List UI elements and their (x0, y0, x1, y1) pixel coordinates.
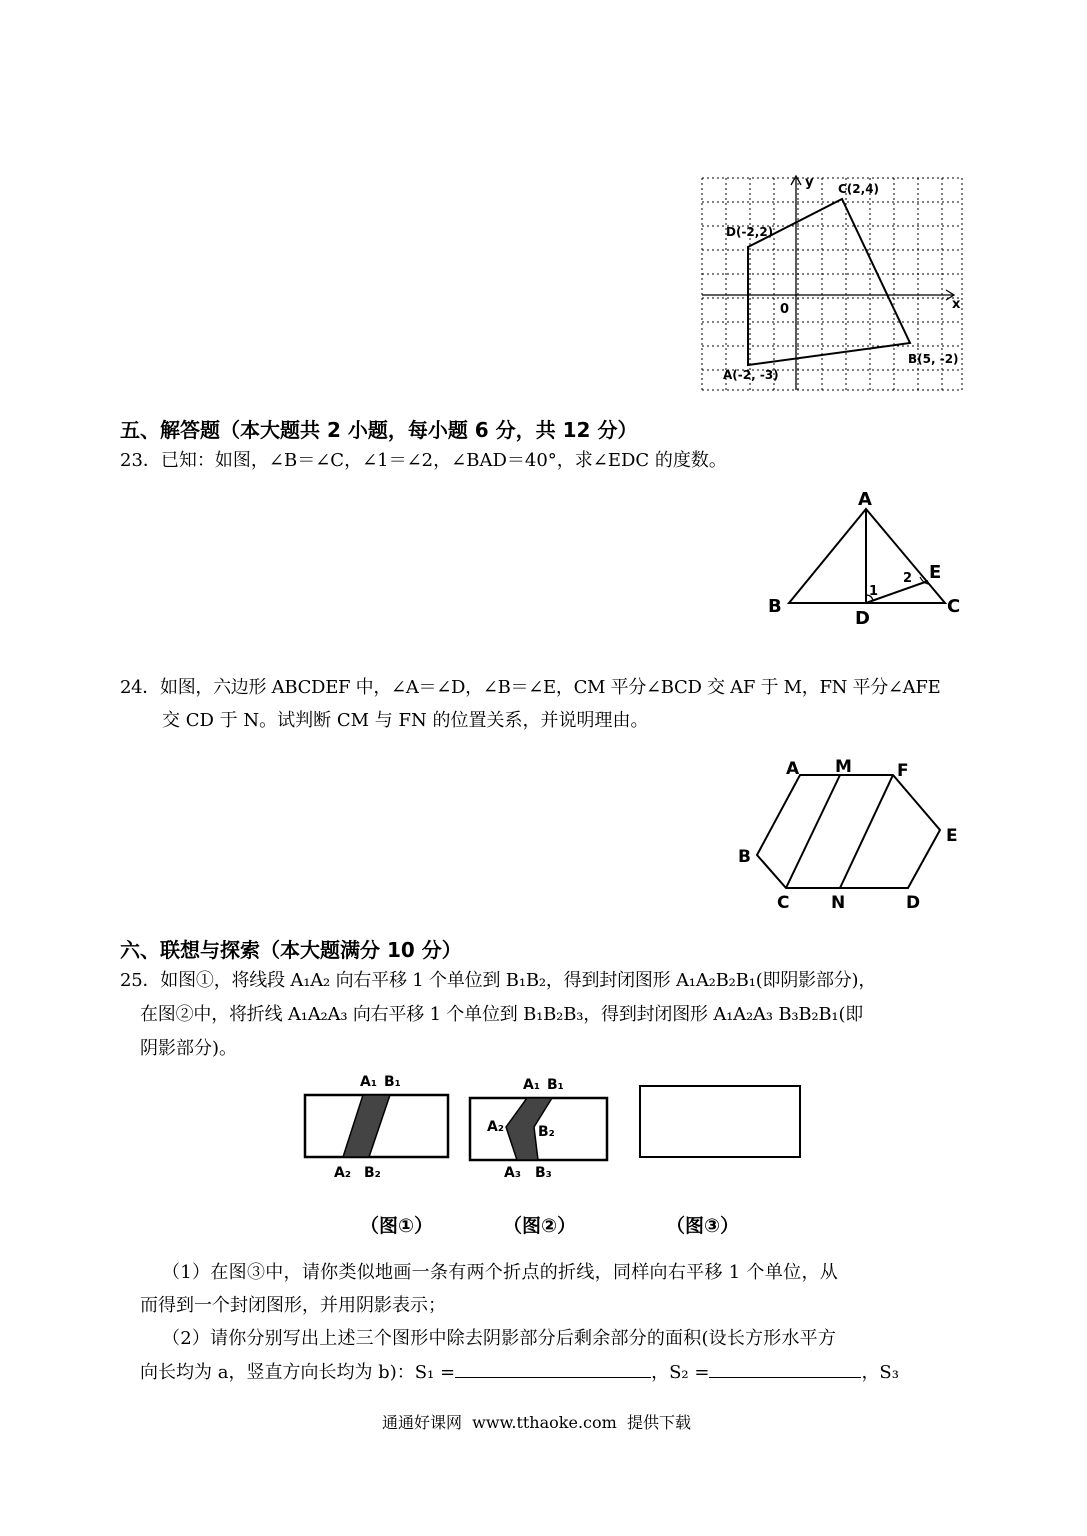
caption-fig1: （图①） (360, 1215, 434, 1237)
q23-label-E: E (929, 562, 942, 583)
q25-part2-line1: （2）请你分别写出上述三个图形中除去阴影部分后剩余部分的面积(设长方形水平方 (162, 1328, 837, 1349)
quadrilateral-ABCD (748, 199, 910, 365)
point-label-C: C(2,4) (838, 182, 880, 196)
fig1-label-A1: A₁ (360, 1074, 377, 1090)
q25-figure-1 (300, 1068, 455, 1188)
q24-label-N: N (831, 893, 846, 913)
q24-line1: 24．如图，六边形 ABCDEF 中，∠A＝∠D，∠B＝∠E，CM 平分∠BCD 交 AF 于 M，FN 平分∠AFE (120, 677, 941, 698)
fig1-label-A2: A₂ (334, 1165, 351, 1181)
q25-part2-sep: ，S₂ = (651, 1362, 710, 1383)
coordinate-figure (695, 170, 970, 395)
point-label-D: D(-2,2) (726, 225, 774, 239)
caption-fig3: （图③） (666, 1215, 740, 1237)
section5-heading: 五、解答题（本大题共 2 小题，每小题 6 分，共 12 分） (120, 418, 638, 442)
q25-part1-line2: 而得到一个封闭图形，并用阴影表示； (140, 1295, 446, 1316)
q24-label-E: E (946, 826, 958, 846)
q25-part2-prefix: 向长均为 a，竖直方向长均为 b)：S₁ = (140, 1362, 456, 1383)
q25-line2: 在图②中，将折线 A₁A₂A₃ 向右平移 1 个单位到 B₁B₂B₃，得到封闭图形 A₁A₂A₃ B₃B₂B₁(即 (140, 1004, 864, 1025)
x-axis-label: x (952, 297, 961, 312)
q24-label-A: A (786, 759, 800, 779)
fig2-label-A2: A₂ (487, 1119, 504, 1135)
q24-label-F: F (897, 761, 909, 781)
y-axis-label: y (805, 175, 814, 190)
q24-label-B: B (738, 847, 751, 867)
fig1-label-B2: B₂ (364, 1165, 381, 1181)
q25-line1: 25．如图①，将线段 A₁A₂ 向右平移 1 个单位到 B₁B₂，得到封闭图形 A₁A₂B₂B₁(即阴影部分)， (120, 970, 877, 991)
q25-part1-line1: （1）在图③中，请你类似地画一条有两个折点的折线，同样向右平移 1 个单位，从 (162, 1262, 839, 1283)
q25-figure-2 (465, 1070, 615, 1190)
q24-label-D: D (906, 893, 921, 913)
point-label-B: B(5, -2) (908, 352, 959, 366)
q23-label-A: A (858, 489, 872, 510)
point-label-A: A(-2, -3) (723, 368, 779, 382)
q23-text: 23．已知：如图，∠B＝∠C，∠1＝∠2，∠BAD＝40°，求∠EDC 的度数。 (120, 450, 727, 471)
q23-angle-1: 1 (869, 584, 879, 599)
fig2-label-B1: B₁ (547, 1077, 564, 1093)
page-footer: 通通好课网 www.tthaoke.com 提供下载 (382, 1413, 691, 1432)
q23-label-C: C (947, 596, 961, 617)
q24-label-C: C (777, 893, 790, 913)
caption-fig2: （图②） (503, 1215, 577, 1237)
origin-label: 0 (780, 302, 790, 317)
q25-figure-3 (639, 1085, 801, 1158)
fig2-label-B3: B₃ (535, 1165, 552, 1181)
fig1-label-B1: B₁ (384, 1074, 401, 1090)
answer-blank-s2[interactable] (709, 1357, 861, 1378)
fig2-label-A1: A₁ (523, 1077, 540, 1093)
q23-angle-2: 2 (903, 571, 913, 586)
section6-heading: 六、联想与探索（本大题满分 10 分） (120, 938, 462, 962)
q23-triangle-figure (760, 485, 980, 630)
q24-hexagon-figure (730, 752, 970, 917)
fig2-label-B2: B₂ (538, 1124, 555, 1140)
q25-line3: 阴影部分)。 (140, 1038, 238, 1059)
q24-line2: 交 CD 于 N。试判断 CM 与 FN 的位置关系，并说明理由。 (162, 710, 649, 731)
q25-part2-sep2: ，S₃ (861, 1362, 899, 1383)
q25-part2-line2 (140, 1357, 899, 1388)
answer-blank-s1[interactable] (455, 1357, 651, 1378)
fig2-label-A3: A₃ (504, 1165, 521, 1181)
q23-label-D: D (855, 608, 870, 629)
q23-label-B: B (768, 596, 782, 617)
q24-label-M: M (835, 757, 852, 777)
